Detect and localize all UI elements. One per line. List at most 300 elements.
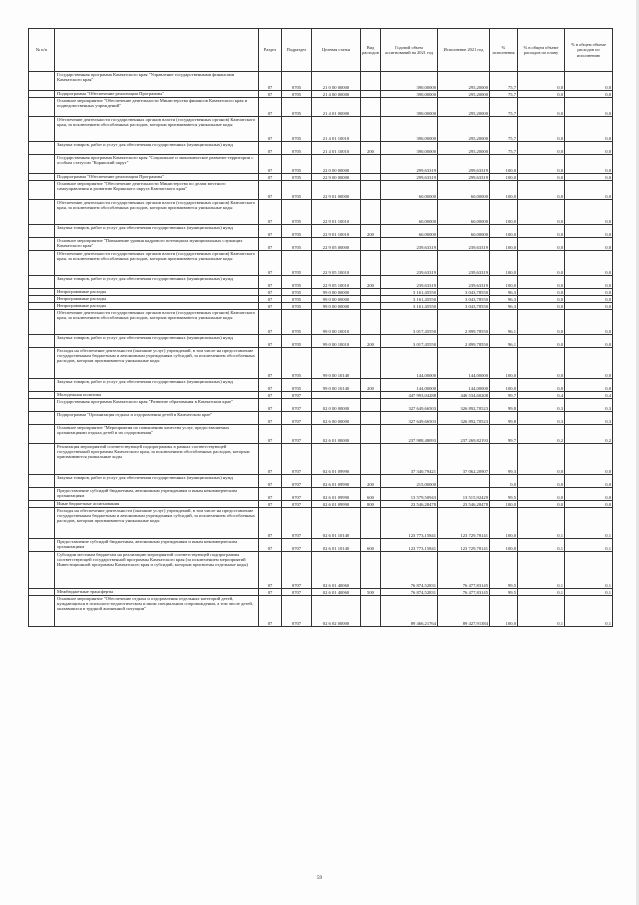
- cell-name: Непрограммные расходы: [55, 303, 259, 310]
- table-row: [29, 379, 613, 392]
- cell-share-plan: 0,1: [518, 589, 565, 596]
- cell-share-exec: 0,4: [565, 392, 613, 399]
- cell-subsection: 0705: [282, 296, 312, 303]
- cell-share-exec: 0,3: [565, 399, 613, 412]
- cell-annual: 123 773,15841: [381, 508, 438, 539]
- cell-name: Обеспечение деятельности государственных органов власти (государственных органов) Камчатского края, за исключением обособленных расходов, которым присваиваются уникальные коды: [55, 200, 259, 225]
- cell-subsection: 0707: [282, 508, 312, 539]
- cell-target: 02 6 01 10140: [312, 539, 361, 552]
- cell-share-exec: 0,3: [565, 412, 613, 425]
- cell-target: 02 6 02 00000: [312, 596, 361, 627]
- cell-subsection: 0707: [282, 596, 312, 627]
- cell-target: 02 6 01 00000: [312, 425, 361, 444]
- cell-subsection: 0705: [282, 289, 312, 296]
- cell-share-exec: 0,0: [565, 335, 613, 348]
- cell-subsection: 0707: [282, 539, 312, 552]
- cell-executed: 123 729,78141: [438, 539, 490, 552]
- cell-name: Межбюджетные трансферты: [55, 589, 259, 596]
- cell-exp-type: [361, 310, 381, 335]
- cell-target: 22 0 00 00000: [312, 155, 361, 174]
- cell-subsection: 0705: [282, 174, 312, 181]
- cell-executed: [438, 475, 490, 488]
- table-row: [29, 335, 613, 348]
- cell-pct: 99,8: [490, 412, 518, 425]
- cell-annual: 299,63319: [381, 174, 438, 181]
- cell-share-plan: 0,0: [518, 142, 565, 155]
- table-row: [29, 303, 613, 310]
- cell-name: Молодежная политика: [55, 392, 259, 399]
- cell-section: 07: [259, 174, 282, 181]
- cell-share-exec: 0,0: [565, 200, 613, 225]
- cell-name: Предоставление субсидий бюджетным, автономным учреждениям и иным некоммерческим организациям: [55, 488, 259, 501]
- cell-target: 22 9 01 10010: [312, 200, 361, 225]
- cell-pct: 100,0: [490, 508, 518, 539]
- cell-share-plan: 0,0: [518, 475, 565, 488]
- cell-name: Закупка товаров, работ и услуг для обеспечения государственных (муниципальных) нужд: [55, 225, 259, 238]
- cell-target: 21 4 01 10010: [312, 142, 361, 155]
- cell-executed: 239,63319: [438, 251, 490, 276]
- cell-share-exec: 0,0: [565, 488, 613, 501]
- cell-subsection: 0705: [282, 155, 312, 174]
- cell-name: Основное мероприятие "Обеспечение отдыха и оздоровления отдельных категорий детей, нуждающихся в психолого-педагогическом и ином специальном сопровождении, а том числе детей, оказавшихся в трудной жизненной ситуации": [55, 596, 259, 627]
- cell-executed: 295,20000: [438, 142, 490, 155]
- cell-executed: 13 515,92429: [438, 488, 490, 501]
- cell-annual: 299,63319: [381, 155, 438, 174]
- cell-pct: 100,0: [490, 596, 518, 627]
- cell-exp-type: [361, 72, 381, 91]
- cell-share-exec: 0,0: [565, 303, 613, 310]
- cell-exp-type: [361, 552, 381, 589]
- cell-pct: 99,5: [490, 488, 518, 501]
- cell-share-plan: 0,1: [518, 552, 565, 589]
- cell-pct: 75,7: [490, 72, 518, 91]
- cell-exp-type: 500: [361, 589, 381, 596]
- cell-target: 99 0 00 10140: [312, 348, 361, 379]
- cell-executed: 76 477,83145: [438, 552, 490, 589]
- cell-share-plan: 0,1: [518, 596, 565, 627]
- table-row: [29, 425, 613, 444]
- cell-exp-type: [361, 155, 381, 174]
- table-header-row: [29, 29, 613, 72]
- cell-section: 07: [259, 296, 282, 303]
- cell-share-exec: 0,0: [565, 155, 613, 174]
- cell-annual: 60,00000: [381, 200, 438, 225]
- cell-section: 07: [259, 200, 282, 225]
- cell-exp-type: [361, 508, 381, 539]
- table-row: [29, 276, 613, 289]
- cell-num: [29, 117, 55, 142]
- cell-executed: 60,00000: [438, 181, 490, 200]
- table-row: [29, 251, 613, 276]
- cell-section: 07: [259, 552, 282, 589]
- cell-executed: 299,63319: [438, 174, 490, 181]
- table-row: [29, 91, 613, 98]
- cell-subsection: 0707: [282, 392, 312, 399]
- cell-share-plan: 0,3: [518, 399, 565, 412]
- cell-subsection: 0707: [282, 475, 312, 488]
- cell-num: [29, 508, 55, 539]
- cell-num: [29, 200, 55, 225]
- cell-section: 07: [259, 142, 282, 155]
- cell-exp-type: [361, 200, 381, 225]
- cell-name: Закупка товаров, работ и услуг для обеспечения государственных (муниципальных) нужд: [55, 475, 259, 488]
- cell-target: 02 6 01 09990: [312, 444, 361, 475]
- cell-share-plan: 0,0: [518, 181, 565, 200]
- cell-pct: 100,0: [490, 174, 518, 181]
- cell-pct: 100,0: [490, 200, 518, 225]
- cell-section: 07: [259, 303, 282, 310]
- cell-share-exec: 0,0: [565, 310, 613, 335]
- table-row: [29, 289, 613, 296]
- cell-name: Реализация мероприятий соответствующей подпрограммы в рамках соответствующей государственной программы Камчатского края, за исключением обособленных расходов, которым присваиваются уникальные коды: [55, 444, 259, 475]
- cell-section: 07: [259, 238, 282, 251]
- cell-annual: 123 773,15841: [381, 539, 438, 552]
- cell-exp-type: [361, 98, 381, 117]
- cell-section: 07: [259, 379, 282, 392]
- header-share-exec: % в общем объеме расходов по исполнению: [565, 29, 613, 72]
- cell-subsection: 0707: [282, 399, 312, 412]
- cell-name: Закупка товаров, работ и услуг для обеспечения государственных (муниципальных) нужд: [55, 142, 259, 155]
- cell-annual: 76 874,52831: [381, 552, 438, 589]
- cell-exp-type: 200: [361, 379, 381, 392]
- cell-share-plan: 0,0: [518, 276, 565, 289]
- cell-target: 99 0 00 10010: [312, 310, 361, 335]
- cell-share-exec: 0,1: [565, 596, 613, 627]
- cell-target: 02 0 00 00000: [312, 399, 361, 412]
- cell-share-exec: 0,0: [565, 379, 613, 392]
- cell-exp-type: [361, 444, 381, 475]
- cell-target: 02 6 01 09990: [312, 475, 361, 488]
- cell-pct: 75,7: [490, 91, 518, 98]
- table-row: [29, 539, 613, 552]
- cell-share-plan: 0,0: [518, 225, 565, 238]
- cell-subsection: 0705: [282, 379, 312, 392]
- cell-share-plan: 0,0: [518, 501, 565, 508]
- cell-section: 07: [259, 117, 282, 142]
- header-subsection: Подраздел: [282, 29, 312, 72]
- cell-pct: 99,5: [490, 589, 518, 596]
- cell-exp-type: [361, 348, 381, 379]
- cell-pct: 0,0: [490, 475, 518, 488]
- cell-target: 22 9 01 00000: [312, 181, 361, 200]
- table-row: [29, 596, 613, 627]
- cell-exp-type: [361, 91, 381, 98]
- cell-annual: 23 546,28478: [381, 501, 438, 508]
- cell-name: Подпрограмма "Организация отдыха и оздоровления детей в Камчатском крае": [55, 412, 259, 425]
- cell-annual: 390,00000: [381, 72, 438, 91]
- cell-target: 02 6 01 09990: [312, 501, 361, 508]
- cell-target: 02 6 01 10140: [312, 508, 361, 539]
- budget-table: [28, 28, 613, 627]
- cell-exp-type: [361, 181, 381, 200]
- cell-section: 07: [259, 589, 282, 596]
- cell-pct: 99,8: [490, 399, 518, 412]
- cell-executed: 326 892,70523: [438, 399, 490, 412]
- cell-subsection: 0705: [282, 335, 312, 348]
- cell-share-plan: 0,2: [518, 425, 565, 444]
- cell-share-plan: 0,0: [518, 91, 565, 98]
- cell-name: Государственная программа Камчатского края "Развитие образования в Камчатском крае": [55, 399, 259, 412]
- cell-annual: 3 017,45550: [381, 335, 438, 348]
- cell-name: Субсидии местным бюджетам на реализацию мероприятий соответствующей подпрограммы соответствующей государственной программы Камчатского края (за исключением мероприятий Инвестиционной программы Камчатского края и субсидий, которым присвоены отдельные коды): [55, 552, 259, 589]
- cell-share-plan: 0,0: [518, 117, 565, 142]
- cell-share-exec: 0,0: [565, 251, 613, 276]
- cell-name: Закупка товаров, работ и услуг для обеспечения государственных (муниципальных) нужд: [55, 276, 259, 289]
- table-row: [29, 501, 613, 508]
- cell-section: 07: [259, 310, 282, 335]
- table-row: [29, 174, 613, 181]
- cell-subsection: 0707: [282, 412, 312, 425]
- cell-section: 07: [259, 335, 282, 348]
- cell-share-plan: 0,0: [518, 174, 565, 181]
- cell-annual: 3 161,45550: [381, 289, 438, 296]
- cell-exp-type: [361, 251, 381, 276]
- cell-executed: 37 062,20907: [438, 444, 490, 475]
- cell-target: 22 9 00 00000: [312, 174, 361, 181]
- cell-section: 07: [259, 392, 282, 399]
- cell-subsection: 0707: [282, 425, 312, 444]
- cell-share-exec: 0,0: [565, 296, 613, 303]
- cell-num: [29, 72, 55, 91]
- cell-share-exec: 0,1: [565, 539, 613, 552]
- cell-section: 07: [259, 98, 282, 117]
- cell-exp-type: 200: [361, 335, 381, 348]
- cell-annual: 3 161,45550: [381, 296, 438, 303]
- cell-num: [29, 142, 55, 155]
- cell-share-exec: 0,2: [565, 425, 613, 444]
- cell-num: [29, 251, 55, 276]
- cell-annual: 144,00000: [381, 379, 438, 392]
- cell-share-exec: 0,1: [565, 508, 613, 539]
- cell-num: [29, 335, 55, 348]
- cell-target: 22 9 01 10010: [312, 225, 361, 238]
- cell-share-plan: 0,0: [518, 98, 565, 117]
- cell-pct: 100,0: [490, 181, 518, 200]
- cell-executed: 144,00000: [438, 348, 490, 379]
- header-exp-type: Вид расходов: [361, 29, 381, 72]
- cell-executed: 2 899,78550: [438, 335, 490, 348]
- header-executed: Исполнение 2021 год: [438, 29, 490, 72]
- cell-name: Основное мероприятие "Повышение уровня кадрового потенциала муниципальных служащих Камчатского края": [55, 238, 259, 251]
- cell-section: 07: [259, 181, 282, 200]
- cell-exp-type: [361, 289, 381, 296]
- cell-num: [29, 392, 55, 399]
- cell-subsection: 0705: [282, 98, 312, 117]
- header-share-plan: % в общем объеме расходов по плану: [518, 29, 565, 72]
- table-row: [29, 444, 613, 475]
- cell-target: 99 0 00 10010: [312, 335, 361, 348]
- cell-num: [29, 589, 55, 596]
- table-row: [29, 225, 613, 238]
- cell-subsection: 0705: [282, 181, 312, 200]
- cell-subsection: 0705: [282, 225, 312, 238]
- cell-exp-type: 800: [361, 501, 381, 508]
- cell-exp-type: [361, 117, 381, 142]
- cell-share-plan: 0,1: [518, 539, 565, 552]
- cell-share-exec: 0,0: [565, 475, 613, 488]
- cell-exp-type: [361, 596, 381, 627]
- cell-name: Расходы на обеспечение деятельности (оказание услуг) учреждений, в том числе на предоставление государственным бюджетным и автономным учреждениям субсидий, за исключением обособленных расходов, которым присваиваются уникальные коды: [55, 508, 259, 539]
- cell-subsection: 0705: [282, 117, 312, 142]
- cell-pct: 96,1: [490, 310, 518, 335]
- header-section: Раздел: [259, 29, 282, 72]
- table-row: [29, 238, 613, 251]
- header-num: № п/п: [29, 29, 55, 72]
- cell-annual: 239,63319: [381, 276, 438, 289]
- table-row: [29, 98, 613, 117]
- cell-pct: 100,0: [490, 238, 518, 251]
- cell-exp-type: 200: [361, 142, 381, 155]
- cell-subsection: 0705: [282, 310, 312, 335]
- table-row: [29, 200, 613, 225]
- cell-share-plan: 0,3: [518, 412, 565, 425]
- cell-name: Непрограммные расходы: [55, 289, 259, 296]
- cell-num: [29, 552, 55, 589]
- cell-section: 07: [259, 91, 282, 98]
- cell-section: 07: [259, 488, 282, 501]
- cell-pct: 96,3: [490, 303, 518, 310]
- cell-executed: 326 892,70523: [438, 412, 490, 425]
- cell-subsection: 0705: [282, 91, 312, 98]
- cell-share-plan: 0,0: [518, 303, 565, 310]
- cell-target: 02 6 01 40060: [312, 589, 361, 596]
- cell-num: [29, 444, 55, 475]
- cell-pct: 99,7: [490, 425, 518, 444]
- cell-executed: 2 899,78550: [438, 310, 490, 335]
- cell-pct: 100,0: [490, 276, 518, 289]
- cell-pct: 100,0: [490, 348, 518, 379]
- cell-target: 22 9 05 10010: [312, 276, 361, 289]
- cell-annual: 327 649,66503: [381, 399, 438, 412]
- cell-num: [29, 379, 55, 392]
- cell-subsection: 0707: [282, 501, 312, 508]
- cell-name: Государственная программа Камчатского края "Управление государственными финансами Камчатского края": [55, 72, 259, 91]
- cell-section: 07: [259, 251, 282, 276]
- cell-executed: 3 043,78550: [438, 289, 490, 296]
- cell-executed: 89 427,91384: [438, 596, 490, 627]
- cell-exp-type: 200: [361, 276, 381, 289]
- cell-annual: 89 466,21764: [381, 596, 438, 627]
- cell-exp-type: 200: [361, 475, 381, 488]
- cell-num: [29, 91, 55, 98]
- cell-section: 07: [259, 508, 282, 539]
- cell-num: [29, 276, 55, 289]
- cell-name: Закупка товаров, работ и услуг для обеспечения государственных (муниципальных) нужд: [55, 379, 259, 392]
- cell-subsection: 0705: [282, 72, 312, 91]
- cell-section: 07: [259, 501, 282, 508]
- table-row: [29, 392, 613, 399]
- cell-pct: 75,7: [490, 142, 518, 155]
- cell-share-exec: 0,1: [565, 552, 613, 589]
- cell-name: Обеспечение деятельности государственных органов власти (государственных органов) Камчатского края, за исключением обособленных расходов, которым присваиваются уникальные коды: [55, 117, 259, 142]
- cell-share-exec: 0,0: [565, 72, 613, 91]
- cell-executed: 295,20000: [438, 91, 490, 98]
- cell-target: 99 0 00 10140: [312, 379, 361, 392]
- cell-target: 21 4 01 10010: [312, 117, 361, 142]
- cell-pct: 96,3: [490, 289, 518, 296]
- cell-subsection: 0707: [282, 589, 312, 596]
- cell-num: [29, 174, 55, 181]
- cell-target: 21 0 00 00000: [312, 72, 361, 91]
- cell-name: Иные бюджетные ассигнования: [55, 501, 259, 508]
- cell-share-plan: 0,0: [518, 296, 565, 303]
- cell-share-plan: 0,0: [518, 251, 565, 276]
- cell-executed: 123 729,78141: [438, 508, 490, 539]
- page-number: 59: [317, 876, 322, 881]
- cell-executed: 239,63319: [438, 238, 490, 251]
- cell-num: [29, 225, 55, 238]
- cell-share-plan: 0,0: [518, 335, 565, 348]
- cell-num: [29, 501, 55, 508]
- cell-num: [29, 475, 55, 488]
- cell-pct: 99,5: [490, 552, 518, 589]
- cell-share-exec: 0,0: [565, 98, 613, 117]
- cell-annual: 60,00000: [381, 225, 438, 238]
- header-name: [55, 29, 259, 72]
- cell-num: [29, 296, 55, 303]
- cell-pct: 100,0: [490, 155, 518, 174]
- cell-subsection: 0705: [282, 200, 312, 225]
- cell-pct: 96,1: [490, 335, 518, 348]
- cell-annual: 3 161,45550: [381, 303, 438, 310]
- cell-executed: 144,00000: [438, 379, 490, 392]
- cell-exp-type: [361, 296, 381, 303]
- cell-annual: 144,00000: [381, 348, 438, 379]
- cell-executed: 299,63319: [438, 155, 490, 174]
- cell-section: 07: [259, 225, 282, 238]
- cell-subsection: 0705: [282, 276, 312, 289]
- table-row: [29, 310, 613, 335]
- cell-executed: 295,20000: [438, 72, 490, 91]
- cell-name: Закупка товаров, работ и услуг для обеспечения государственных (муниципальных) нужд: [55, 335, 259, 348]
- cell-section: 07: [259, 596, 282, 627]
- cell-executed: 446 534,60208: [438, 392, 490, 399]
- cell-target: 02 6 01 09990: [312, 488, 361, 501]
- cell-annual: 37 340,79421: [381, 444, 438, 475]
- cell-exp-type: 200: [361, 225, 381, 238]
- cell-annual: 390,00000: [381, 98, 438, 117]
- table-row: [29, 475, 613, 488]
- cell-subsection: 0707: [282, 488, 312, 501]
- cell-subsection: 0707: [282, 444, 312, 475]
- cell-num: [29, 539, 55, 552]
- cell-executed: 239,63319: [438, 276, 490, 289]
- cell-section: 07: [259, 475, 282, 488]
- cell-subsection: 0705: [282, 348, 312, 379]
- cell-num: [29, 348, 55, 379]
- cell-pct: 100,0: [490, 251, 518, 276]
- cell-subsection: 0705: [282, 142, 312, 155]
- cell-annual: 447 993,04288: [381, 392, 438, 399]
- table-row: [29, 399, 613, 412]
- cell-annual: 13 579,50943: [381, 488, 438, 501]
- cell-share-exec: 0,1: [565, 589, 613, 596]
- table-row: [29, 155, 613, 174]
- cell-num: [29, 310, 55, 335]
- table-row: [29, 508, 613, 539]
- cell-share-exec: 0,0: [565, 289, 613, 296]
- cell-share-exec: 0,0: [565, 225, 613, 238]
- cell-name: Обеспечение деятельности государственных органов власти (государственных органов) Камчатского края, за исключением обособленных расходов, которым присваиваются уникальные коды: [55, 310, 259, 335]
- cell-num: [29, 155, 55, 174]
- cell-annual: 3 017,45550: [381, 310, 438, 335]
- cell-share-plan: 0,0: [518, 310, 565, 335]
- cell-share-plan: 0,0: [518, 444, 565, 475]
- cell-share-plan: 0,0: [518, 379, 565, 392]
- cell-target: 21 4 01 00000: [312, 98, 361, 117]
- cell-target: 22 9 05 10010: [312, 251, 361, 276]
- cell-num: [29, 399, 55, 412]
